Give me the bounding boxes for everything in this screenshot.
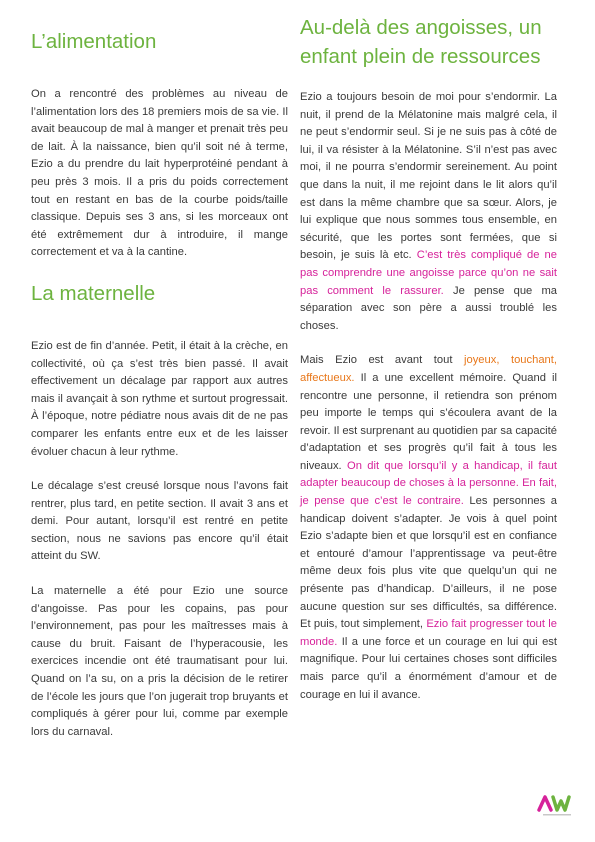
ressources-paragraph-2	[300, 352, 557, 704]
ressources-p1-text: Ezio a toujours besoin de moi pour s’endormir. La nuit, il prend de la Mélatonine mais malgré cela, il ne peut s’endormir seul. Si je ne suis pas à côté de lui, il va résister à la Mélatonine. S’il n’est pas avec moi, il ne pourra s’endormir sereinement. Au point que dans la nuit, il me rejoint dans le lit alors qu’il est dans la même chambre que sa sœur. Alors, je lui explique que nous sommes tous ensemble, en sécurité, que les portes sont fermées, que si besoin, je suis là etc.	[300, 91, 557, 262]
maternelle-heading: La maternelle	[31, 281, 156, 305]
alimentation-paragraph: On a rencontré des problèmes au niveau de l’alimentation lors des 18 premiers mois de sa vie. Il avait beaucoup de mal à manger et prenait très peu de lait. À la naissance, bien qu’il soit né à terme, Ezio a du prendre du lait hyperprotéiné pendant à peu près 3 mois. Il a pris du poids correctement tout en restant en bas de la courbe poids/taille classique. Depuis ses 3 ans, si les morceaux ont été extrêmement dur à introduire, il mange correctement et va à la cantine.	[31, 88, 288, 259]
ressources-p2-text-a: Mais Ezio est avant tout	[300, 354, 464, 367]
ressources-p2-text-c: Les personnes a handicap doivent s’adapter. Je vois à quel point Ezio s’adapte bien et que lorsqu’il est en confiance et entouré d’amour l’apprentissage va peut-être même deux fois plus vite que quelqu’un qui ne présente pas d’handicap. D’ailleurs, il ne pose aucune question sur ses difficultés, sa différence. Et puis, tout simplement,	[300, 495, 557, 631]
ressources-p2-highlight-1: On dit que lorsqu’il y a handicap, il faut adapter beaucoup de choses à la personne. En fait, je pense que c’est le contraire.	[300, 459, 558, 508]
ressources-p2-text-d: Il a une force et un courage en lui qui est magnifique. Pour lui certaines choses sont difficiles mais parce qu’il a énormément d’amour et de courage en lui il avance.	[300, 635, 557, 701]
left-column	[31, 0, 288, 741]
ressources-p1-highlight: C’est très compliqué de ne pas comprendre une angoisse parce qu’on ne sait pas comment le rassurer.	[300, 249, 557, 297]
alimentation-heading: L’alimentation	[31, 30, 157, 53]
maternelle-paragraph-2: Le décalage s’est creusé lorsque nous l’avons fait rentrer, plus tard, en petite section. Il avait 3 ans et demi. Pour autant, lorsqu’il est rentré en petite section, nous ne savions pas encore qu’il était atteint du SW.	[31, 480, 288, 563]
ressources-heading: Au-delà des angoisses, un enfant plein de ressources	[300, 16, 542, 68]
ressources-p1-end: Je pense que ma séparation avec son père a aussi troublé les choses.	[300, 284, 557, 332]
ressources-p2-qualities: joyeux, touchant, affectueux.	[300, 354, 557, 384]
ressources-paragraph-1	[300, 89, 557, 335]
ressources-p2-highlight-2: Ezio fait progresser tout le monde.	[300, 618, 558, 648]
maternelle-paragraph-1: Ezio est de fin d’année. Petit, il était à la crèche, en collectivité, où ça s’est très bien passé. Il avait effectivement un décalage par rapport aux autres mais il avançait à son rythme et surtout progressait. À l’époque, notre pédiatre nous avais dit de ne pas comparer les enfants entre eux et de les laisser évoluer chacun à leur rythme.	[31, 339, 288, 458]
right-column	[300, 0, 557, 704]
ressources-p2-text-b: Il a une excellent mémoire. Quand il rencontre une personne, il retiendra son prénom peu importe le temps qui s’écoulera avant de la revoir. Il est surprenant au quotidien par sa capacité d’adaptation et ses progrès qu’il fait à tous les niveaux.	[300, 371, 557, 472]
association-logo	[537, 793, 577, 819]
maternelle-paragraph-3: La maternelle a été pour Ezio une source d’angoisse. Pas pour les copains, pas pour l’environnement, pas pour les maîtresses mais à cause du bruit. Faisant de l’hyperacousie, les exercices incendie ont été traumatisant pour lui. Quand on l’a su, on a pris la décision de le retirer de l’école les jours que l’on jugerait trop bruyants et compliqués à gérer pour lui, comme par exemple lors du carnaval.	[31, 585, 288, 738]
